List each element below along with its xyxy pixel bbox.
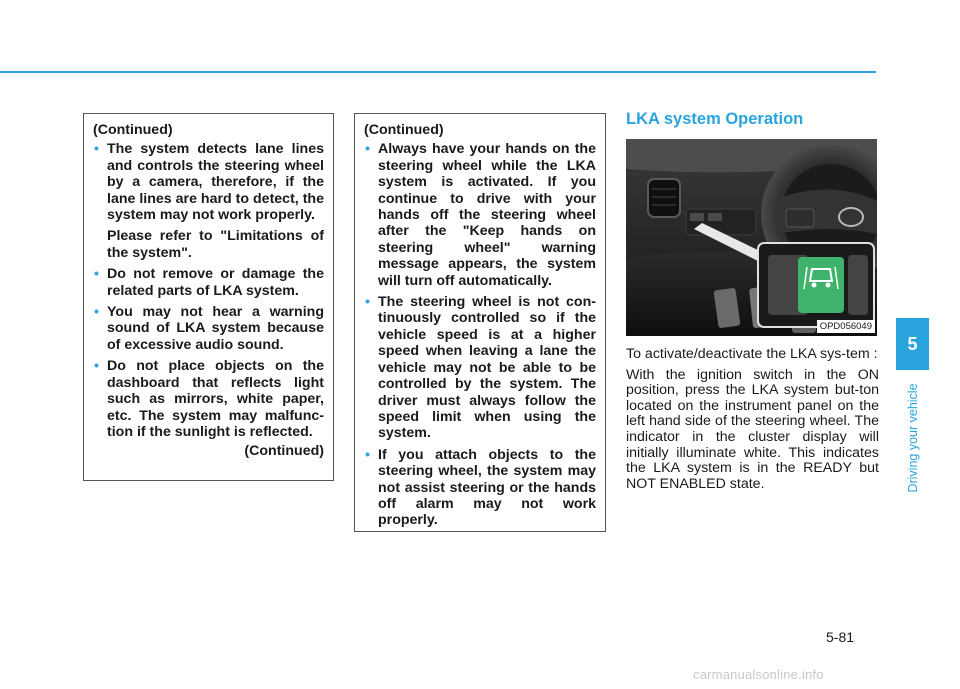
bullet-icon: •	[365, 446, 370, 463]
box-footer: (Continued)	[244, 443, 324, 460]
box-header: (Continued)	[364, 122, 444, 138]
bullet-icon: •	[365, 294, 370, 311]
watermark: carmanualsonline.info	[693, 667, 824, 682]
bullet-icon: •	[94, 358, 99, 375]
paragraph: With the ignition switch in the ON position, press the LKA system but-ton located on the instrument panel on the left hand side of the steering wheel. The indicator in the cluster display will initially illuminate white. This indicates the LKA system is in the READY but NOT ENABLED state.	[626, 366, 879, 492]
caution-box-left	[83, 113, 334, 481]
caution-list	[364, 141, 596, 528]
list-item: • Always have your hands on the steering wheel while the LKA system is activated. If you continue to drive with your hands off the steering wheel after the "Keep hands on steering wheel" warning message appears, the system will turn off automatically.	[365, 141, 596, 289]
list-item: • Do not remove or damage the related parts of LKA system.	[94, 266, 324, 299]
list-item: • You may not hear a warning sound of LKA system because of excessive audio sound.	[94, 304, 324, 353]
list-item: • The system detects lane lines and controls the steering wheel by a camera, therefore, if the lane lines are hard to detect, the system may not work properly.	[94, 141, 324, 224]
section-body	[626, 347, 879, 497]
caution-box-middle	[354, 113, 606, 532]
list-item: • If you attach objects to the steering wheel, the system may not assist steering or the hands off alarm may not work properly.	[365, 446, 596, 529]
caution-list	[93, 141, 324, 440]
header-rule	[0, 71, 876, 73]
list-note: Please refer to "Limitations of the system".	[107, 228, 324, 261]
figure-code: OPD056049	[817, 320, 875, 333]
page-number: 5-81	[826, 629, 855, 645]
dashboard-figure	[626, 139, 877, 336]
box-header: (Continued)	[93, 122, 173, 138]
section-heading: LKA system Operation	[626, 110, 804, 128]
bullet-icon: •	[365, 141, 370, 158]
chapter-tab: 5	[896, 318, 929, 370]
bullet-icon: •	[94, 141, 99, 158]
dashboard-illustration	[626, 139, 877, 336]
paragraph: To activate/deactivate the LKA sys-tem :	[626, 346, 878, 362]
bullet-icon: •	[94, 266, 99, 283]
list-item: • Do not place objects on the dashboard that reflects light such as mirrors, white paper, etc. The system may malfunc-tion if the sunlight is reflected.	[94, 358, 324, 440]
list-item: • The steering wheel is not con-tinuously controlled so if the vehicle speed is at a higher speed when leaving a lane the vehicle may not be able to be controlled by the system. The driver must always follow the speed limit when using the system.	[365, 294, 596, 442]
bullet-icon: •	[94, 304, 99, 321]
chapter-title: Driving your vehicle	[906, 383, 920, 493]
